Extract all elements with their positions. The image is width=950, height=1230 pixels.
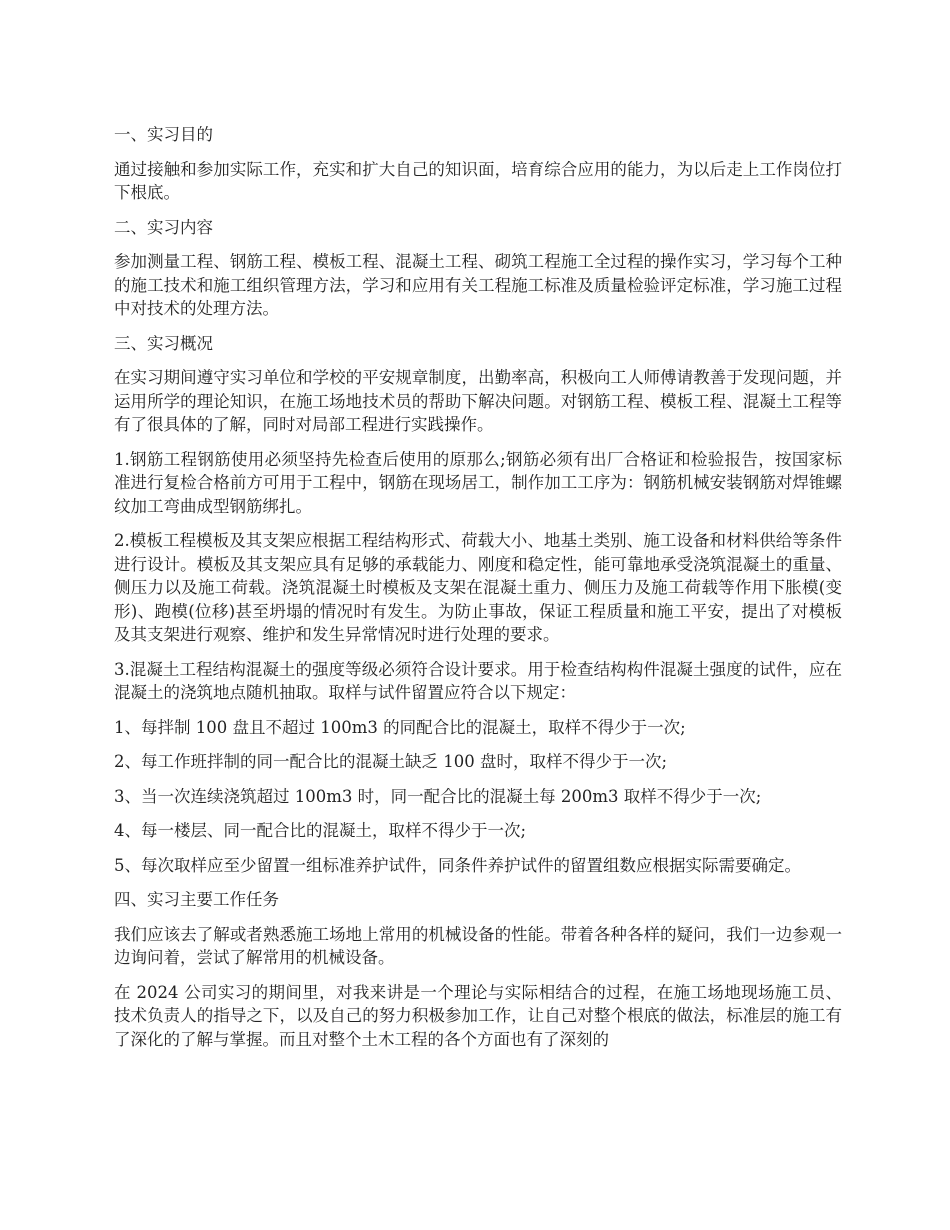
section-heading: 一、实习目的	[114, 125, 213, 144]
list-item: 1、每拌制 100 盘且不超过 100m3 的同配合比的混凝土，取样不得少于一次;	[114, 717, 686, 737]
list-item: 3、当一次连续浇筑超过 100m3 时，同一配合比的混凝土每 200m3 取样不得少于一次;	[114, 786, 762, 806]
document-page	[114, 123, 842, 1062]
body-paragraph: 参加测量工程、钢筋工程、模板工程、混凝土工程、砌筑工程施工全过程的操作实习，学习每个工种的施工技术和施工组织管理方法，学习和应用有关工程施工标准及质量检验评定标准，学习施工过程中对技术的处理方法。	[114, 252, 842, 318]
section-heading: 四、实习主要工作任务	[114, 890, 279, 909]
body-paragraph: 在实习期间遵守实习单位和学校的平安规章制度，出勤率高，积极向工人师傅请教善于发现问题，并运用所学的理论知识，在施工场地技术员的帮助下解决问题。对钢筋工程、模板工程、混凝土工程等有了很具体的了解，同时对局部工程进行实践操作。	[114, 368, 842, 434]
section-heading: 二、实习内容	[114, 217, 213, 237]
body-paragraph: 3.混凝土工程结构混凝土的强度等级必须符合设计要求。用于检查结构构件混凝土强度的试件，应在混凝土的浇筑地点随机抽取。取样与试件留置应符合以下规定：	[114, 659, 842, 702]
section-heading: 三、实习概况	[114, 333, 213, 353]
body-paragraph: 我们应该去了解或者熟悉施工场地上常用的机械设备的性能。带着各种各样的疑问，我们一边参观一边询问着，尝试了解常用的机械设备。	[114, 924, 842, 967]
list-item: 4、每一楼层、同一配合比的混凝土，取样不得少于一次;	[114, 821, 527, 840]
body-paragraph: 1.钢筋工程钢筋使用必须坚持先检查后使用的原那么;钢筋必须有出厂合格证和检验报告，按国家标准进行复检合格前方可用于工程中，钢筋在现场居工，制作加工工序为：钢筋机械安装钢筋对焊锥螺纹加工弯曲成型钢筋绑扎。	[114, 449, 842, 516]
body-paragraph: 在 2024 公司实习的期间里，对我来讲是一个理论与实际相结合的过程，在施工场地现场施工员、技术负责人的指导之下，以及自己的努力积极参加工作，让自己对整个根底的做法，标准层的施工有了深化的了解与掌握。而且对整个土木工程的各个方面也有了深刻的	[114, 982, 842, 1049]
list-item: 2、每工作班拌制的同一配合比的混凝土缺乏 100 盘时，取样不得少于一次;	[114, 752, 668, 771]
body-paragraph: 2.模板工程模板及其支架应根据工程结构形式、荷载大小、地基土类别、施工设备和材料供给等条件进行设计。模板及其支架应具有足够的承载能力、刚度和稳定性，能可靠地承受浇筑混凝土的重量、侧压力以及施工荷载。浇筑混凝土时模板及支架在混凝土重力、侧压力及施工荷载等作用下胀模(变形)、跑模(位移)甚至坍塌的情况时有发生。为防止事故，保证工程质量和施工平安，提出了对模板及其支架进行观察、维护和发生异常情况时进行处理的要求。	[114, 531, 842, 644]
list-item: 5、每次取样应至少留置一组标准养护试件，同条件养护试件的留置组数应根据实际需要确定。	[114, 855, 801, 875]
body-paragraph: 通过接触和参加实际工作，充实和扩大自己的知识面，培育综合应用的能力，为以后走上工作岗位打下根底。	[114, 159, 842, 202]
